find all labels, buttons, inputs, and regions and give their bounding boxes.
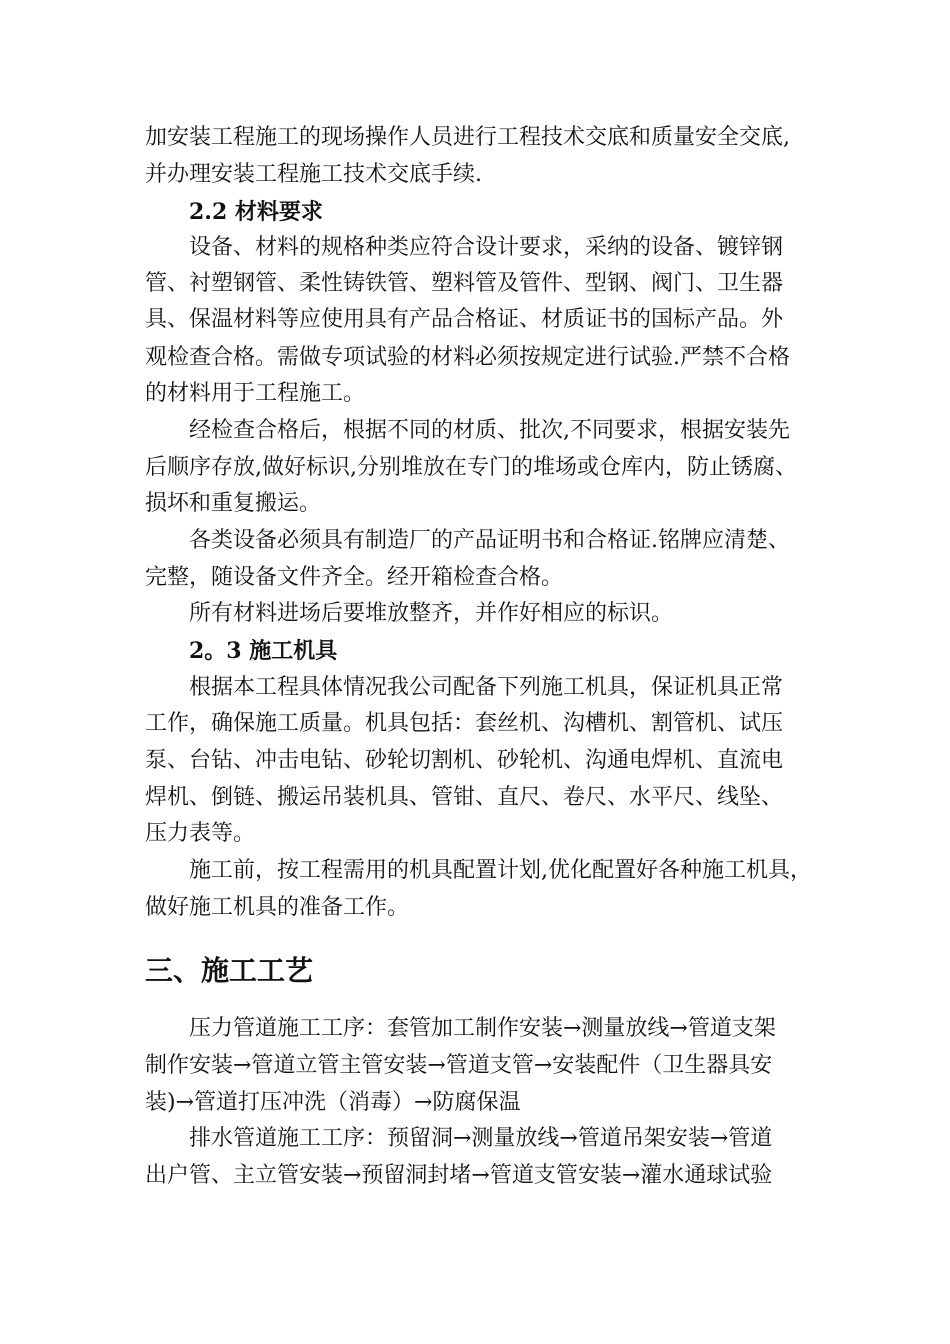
- paragraph-line: 完整，随设备文件齐全。经开箱检查合格。: [145, 565, 564, 590]
- paragraph-line: 焊机、倒链、搬运吊装机具、管钳、直尺、卷尺、水平尺、线坠、: [145, 785, 784, 810]
- paragraph-line: 设备、材料的规格种类应符合设计要求，采纳的设备、镀锌钢: [189, 235, 784, 260]
- sub-heading-materials: 2.2 材料要求: [189, 199, 323, 225]
- paragraph-line: 经检查合格后，根据不同的材质、批次,不同要求，根据安装先: [189, 418, 790, 443]
- paragraph-line: 具、保温材料等应使用具有产品合格证、材质证书的国标产品。外: [145, 307, 784, 332]
- paragraph-line: 根据本工程具体情况我公司配备下列施工机具，保证机具正常: [189, 675, 784, 700]
- paragraph-line: 制作安装→管道立管主管安装→管道支管→安装配件（卫生器具安: [145, 1053, 773, 1078]
- paragraph-line: 各类设备必须具有制造厂的产品证明书和合格证.铭牌应清楚、: [189, 528, 790, 553]
- section-heading-construction-process: 三、施工工艺: [145, 954, 314, 987]
- paragraph-line: 并办理安装工程施工技术交底手续.: [145, 162, 482, 187]
- paragraph-line: 所有材料进场后要堆放整齐，并作好相应的标识。: [189, 601, 674, 626]
- paragraph-line: 施工前，按工程需用的机具配置计划,优化配置好各种施工机具，: [189, 858, 812, 883]
- paragraph-line: 工作，确保施工质量。机具包括：套丝机、沟槽机、割管机、试压: [145, 711, 784, 736]
- paragraph-line: 后顺序存放,做好标识,分别堆放在专门的堆场或仓库内，防止锈腐、: [145, 455, 797, 480]
- paragraph-line: 压力管道施工工序：套管加工制作安装→测量放线→管道支架: [189, 1016, 776, 1041]
- paragraph-line: 观检查合格。需做专项试验的材料必须按规定进行试验.严禁不合格: [145, 345, 790, 370]
- paragraph-line: 管、衬塑钢管、柔性铸铁管、塑料管及管件、型钢、阀门、卫生器: [145, 271, 784, 296]
- paragraph-line: 装)→管道打压冲洗（消毒）→防腐保温: [145, 1090, 521, 1115]
- paragraph-line: 出户管、主立管安装→预留洞封堵→管道支管安装→灌水通球试验: [145, 1163, 773, 1188]
- paragraph-line: 排水管道施工工序：预留洞→测量放线→管道吊架安装→管道: [189, 1126, 773, 1151]
- paragraph-line: 压力表等。: [145, 821, 256, 846]
- paragraph-line: 做好施工机具的准备工作。: [145, 895, 410, 920]
- paragraph-line: 泵、台钻、冲击电钻、砂轮切割机、砂轮机、沟通电焊机、直流电: [145, 748, 784, 773]
- paragraph-line: 的材料用于工程施工。: [145, 381, 366, 406]
- paragraph-line: 加安装工程施工的现场操作人员进行工程技术交底和质量安全交底,: [145, 125, 790, 150]
- sub-heading-tools: 2。3 施工机具: [189, 638, 338, 664]
- paragraph-line: 损坏和重复搬运。: [145, 491, 322, 516]
